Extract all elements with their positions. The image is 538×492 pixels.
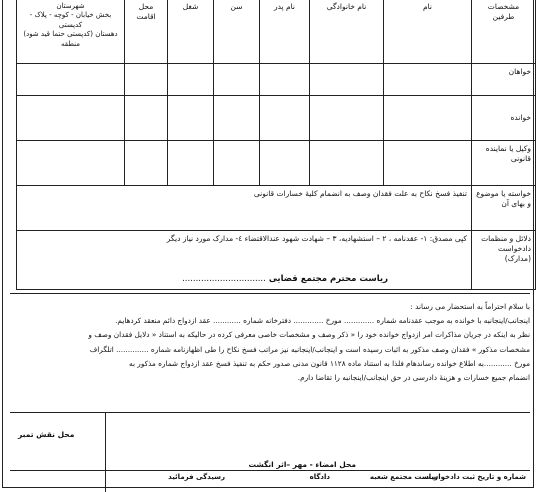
plaintiff-name-cell[interactable]	[384, 64, 472, 96]
attorney-residence-cell[interactable]	[125, 141, 168, 186]
evidence-label: دلائل و منظمات دادخواست (مدارک)	[472, 231, 536, 290]
evidence-value: کپی مصدق: ١- عقدنامه ، ٢ – استشهادیه، ٣ – شهادت شهود عندالاقتضاء ٤- مدارک مورد نیاز دیگر	[17, 231, 472, 290]
attorney-father-cell[interactable]	[260, 141, 310, 186]
father-header: نام پدر	[260, 0, 310, 64]
plaintiff-job-cell[interactable]	[168, 64, 214, 96]
plaintiff-residence-cell[interactable]	[125, 64, 168, 96]
footer-row	[10, 470, 530, 485]
plaintiff-label: خواهان	[472, 64, 536, 96]
family-header: نام خانوادگی	[310, 0, 384, 64]
plaintiff-father-cell[interactable]	[260, 64, 310, 96]
address-region: منطقه	[61, 39, 80, 48]
request-value: تنفیذ فسخ نکاح به علت فقدان وصف به انضمام کلیهٔ خسارات قانونی	[17, 186, 472, 231]
job-header: شغل	[168, 0, 214, 64]
request-row	[17, 186, 536, 231]
attorney-name-cell[interactable]	[384, 141, 472, 186]
plaintiff-family-cell[interactable]	[310, 64, 384, 96]
body-line-4: مشخصات مذکور » فقدان وصف مذکور به اثبات رسیده است و اینجانب/اینجانبه نیز مراتب فسخ نکاح را طی اظهارنامه شماره .............. اتلگراف	[89, 344, 530, 354]
defendant-name-cell[interactable]	[384, 96, 472, 141]
plaintiff-address-cell[interactable]	[17, 64, 125, 96]
body-line-5: مورخ ............به اطلاع خوانده رساندهام فلذا به استناد ماده ١١٢٨ قانون مدنی صدور حکم به تنفیذ فسخ عقد ازدواج شماره مذکور به	[129, 358, 530, 368]
attorney-age-cell[interactable]	[214, 141, 260, 186]
defendant-job-cell[interactable]	[168, 96, 214, 141]
defendant-family-cell[interactable]	[310, 96, 384, 141]
stamp-label: محل نقش تمبر	[18, 430, 75, 439]
divider-line	[10, 293, 530, 294]
recipient-title	[182, 274, 388, 284]
body-line-6: انضمام جمیع خسارات و هزینهٔ دادرسی در حق اینجانب/اینجانبه را تقاضا دارم.	[297, 373, 530, 383]
footer-court-head: ریاست مجتمع شعبه	[369, 473, 438, 481]
defendant-row	[17, 96, 536, 141]
recipient-text: ریاست محترم مجتمع قضایی	[268, 274, 388, 284]
attorney-family-cell[interactable]	[310, 141, 384, 186]
defendant-address-cell[interactable]	[17, 96, 125, 141]
plaintiff-age-cell[interactable]	[214, 64, 260, 96]
residence-header: محل اقامت	[125, 0, 168, 64]
attorney-address-cell[interactable]	[17, 141, 125, 186]
parties-header: مشخصات طرفین	[472, 0, 536, 64]
signature-label: محل امضاء - مهر –اثر انگشت	[248, 460, 356, 469]
body-line-3: نظر به اینکه در جریان مذاکرات امر ازدواج خوانده خود را « ذکر وصف و مشخصات خاصی معرفی کرده در حالیکه به استناد « دلایل فقدان وصف و	[88, 330, 530, 340]
defendant-father-cell[interactable]	[260, 96, 310, 141]
defendant-label: خوانده	[472, 96, 536, 141]
address-street: بخش خیابان - کوچه - پلاک - کدپستی	[29, 11, 112, 29]
name-header: نام	[384, 0, 472, 64]
recipient-dots: ...............................	[182, 274, 266, 284]
address-city: شهرستان	[56, 2, 85, 10]
parties-table	[16, 0, 536, 290]
attorney-job-cell[interactable]	[168, 141, 214, 186]
body-line-2: اینجانب/اینجانبه با خوانده به موجب عقدنامه شماره ............. مورخ ............. دفترخانه شماره ............ عقد ازدواج دائم منعقد کردهایم.	[115, 316, 530, 326]
footer-registration: شماره و تاریخ ثبت دادخواست	[423, 473, 526, 481]
request-label: خواسته یا موضوع و بهای آن	[472, 186, 536, 231]
greeting-line: با سلام احتراماً به استحضار می رساند :	[410, 302, 530, 311]
table-header-row	[17, 0, 536, 64]
address-village: دهستان (کدپستی حتما قید شود)	[23, 30, 118, 39]
defendant-age-cell[interactable]	[214, 96, 260, 141]
age-header: سن	[214, 0, 260, 64]
defendant-residence-cell[interactable]	[125, 96, 168, 141]
footer-court: دادگاه	[309, 473, 330, 481]
attorney-label: وکیل یا نماینده قانونی	[472, 141, 536, 186]
address-header	[17, 0, 125, 64]
petition-body	[12, 300, 530, 385]
attorney-row	[17, 141, 536, 186]
plaintiff-row	[17, 64, 536, 96]
footer-review: رسیدگی فرمائید	[168, 473, 225, 481]
